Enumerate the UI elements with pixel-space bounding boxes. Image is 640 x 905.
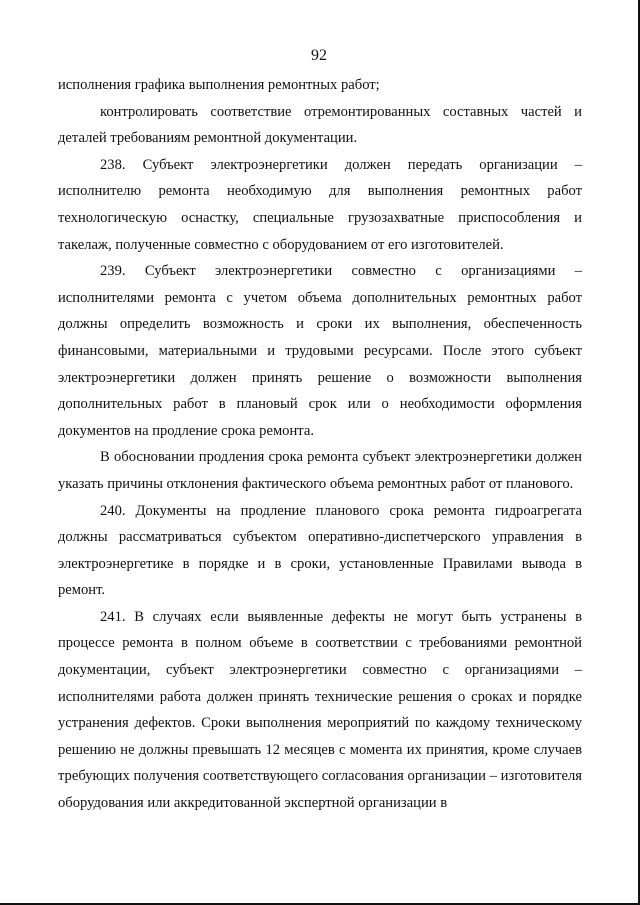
paragraph-239: 239. Субъект электроэнергетики совместно с организациями – исполнителями ремонта с учетом объема дополнительных ремонтных работ должны определить возможность и сроки их выполнения, обеспеченность финансовыми, материальными и трудовыми ресурсами. После этого субъект электроэнергетики должен принять решение о возможности выполнения дополнительных работ в плановый срок или о необходимости оформления документов на продление срока ремонта. — [58, 263, 582, 439]
page-number: 92 — [311, 47, 327, 64]
paragraph-238: 238. Субъект электроэнергетики должен передать организации – исполнителю ремонта необходимую для выполнения ремонтных работ технологическую оснастку, специальные грузозахватные приспособления и такелаж, полученные совместно с оборудованием от его изготовителей. — [58, 156, 582, 253]
paragraph-control-requirement: контролировать соответствие отремонтированных составных частей и деталей требованиям ремонтной документации. — [58, 103, 582, 147]
document-body — [58, 72, 582, 817]
paragraph-241: 241. В случаях если выявленные дефекты не могут быть устранены в процессе ремонта в полном объеме в соответствии с требованиями ремонтной документации, субъект электроэнергетики совместно с организациями – исполнителями работа должен принять технические решения о сроках и порядке устранения дефектов. Сроки выполнения мероприятий по каждому техническому решению не должны превышать 12 месяцев с момента их принятия, кроме случаев требующих получения соответствующего согласования организации – изготовителя оборудования или аккредитованной экспертной организации в — [58, 608, 582, 812]
paragraph-extension-justification: В обосновании продления срока ремонта субъект электроэнергетики должен указать причины отклонения фактического объема ремонтных работ от планового. — [58, 449, 582, 492]
paragraph-continuation: исполнения графика выполнения ремонтных работ; — [58, 77, 380, 93]
paragraph-240: 240. Документы на продление планового срока ремонта гидроагрегата должны рассматриваться субъектом оперативно-диспетчерского управления в электроэнергетике в порядке и в сроки, установленные Правилами вывода в ремонт. — [58, 502, 582, 599]
